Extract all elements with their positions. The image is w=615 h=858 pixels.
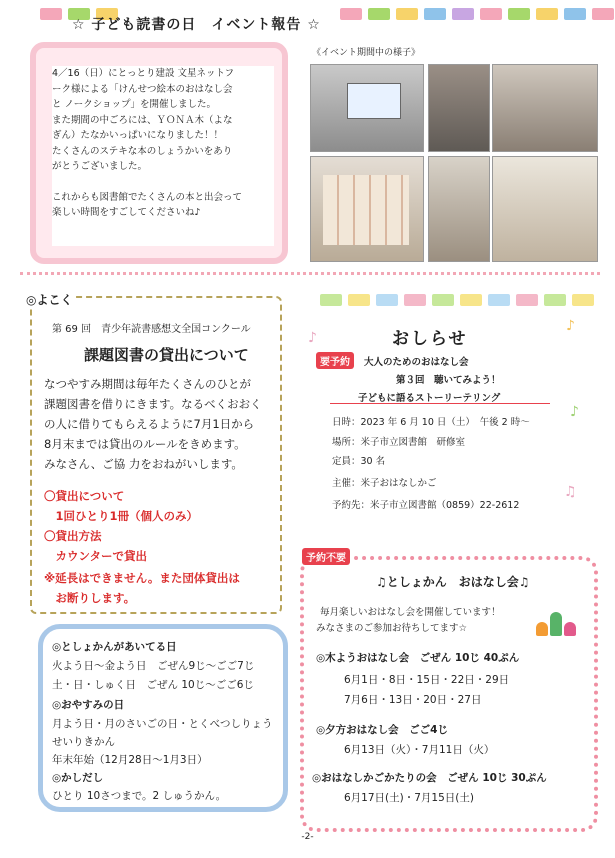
ohanashi-event-dates: 6月13日（火）・7月11日（火） (344, 744, 495, 756)
ohanashi-event-dates: 7月6日・13日・20日・27日 (344, 694, 482, 706)
yokoku-body-line: の人に借りてもらえるように7月1日から (44, 417, 255, 431)
yokoku-body-line: なつやすみ期間は毎年たくさんのひとが (44, 377, 251, 391)
hours-line: ◎としょかんがあいてる日 (52, 641, 177, 653)
news-detail: 日時：2023 年 6 月 10 日（土） 午後 2 時～ (332, 417, 530, 428)
hours-line: 月よう日・月のさいごの日・とくべつしりょう (52, 718, 273, 730)
event-photo-1 (310, 64, 424, 152)
ohanashi-event-name: ◎おはなしかごかたりの会 ごぜん 10じ 30ぷん (312, 772, 547, 784)
yokoku-body-line: みなさん、ご協 力をおねがいします。 (44, 457, 243, 471)
news-bunting (320, 294, 594, 308)
yokoku-box (30, 296, 282, 614)
report-line: また期間の中ごろには、ＹＯＮＡ木（よな (52, 114, 233, 126)
section-divider (20, 272, 600, 275)
yokoku-label: ◎よこく (22, 291, 76, 308)
news-detail: 主催：米子おはなしかご (332, 478, 437, 489)
rule-line: ※延長はできません。また団体貸出は (44, 571, 240, 585)
music-note-icon: ♪ (308, 330, 317, 346)
yokoku-body-line: 8月末までは貸出のルールをきめます。 (44, 437, 246, 451)
report-line: ーク様による「けんせつ絵本のおはなし会 (52, 83, 233, 95)
news-detail: 定員：30 名 (332, 456, 386, 467)
report-line: ぎん）たなかいっぱいになりました！！ (52, 130, 224, 141)
header-bunting-right (340, 8, 614, 22)
rule-line: 1回ひとり1冊（個人のみ） (44, 509, 199, 523)
report-spacer (52, 175, 274, 190)
news-title: おしらせ (392, 329, 468, 349)
no-reservation-badge: 予約不要 (302, 548, 350, 565)
yokoku-body-line: 課題図書を借りにきます。なるべくおおく (44, 397, 262, 411)
report-line: と ノークショップ」を開催しました。 (52, 99, 217, 110)
ohanashi-intro: みなさまのご参加お待ちしてます☆ (316, 623, 468, 634)
ohanashi-event-dates: 6月17日(土)・7月15日(土) (344, 792, 474, 804)
hours-line: ◎かしだし (52, 772, 104, 784)
event-photo-5 (428, 156, 490, 262)
news-event-line: 子どもに語るストーリーテリング (358, 393, 501, 404)
hours-line: 年末年始（12月28日～1月3日） (52, 754, 208, 766)
ohanashi-intro: 毎月楽しいおはなし会を開催しています！ (320, 607, 501, 618)
news-event-line: 第３回 聴いてみよう！ (396, 375, 501, 386)
ohanashi-event-name: ◎夕方おはなし会 ごご4じ (316, 724, 448, 736)
music-note-icon: ♫ (564, 484, 577, 500)
report-line: たくさんのステキな本のしょうかいをあり (52, 145, 233, 157)
event-photo-4 (310, 156, 424, 262)
news-detail: 予約先：米子市立図書館（0859）22-2612 (332, 500, 520, 511)
rule-line: 〇貸出方法 (44, 529, 102, 543)
hours-line: 土・日・しゅく日 ごぜん 10じ～ごご6じ (52, 679, 254, 691)
event-report-box (30, 42, 288, 264)
music-note-icon: ♪ (570, 404, 579, 420)
news-underline (330, 403, 550, 404)
ohanashi-event-dates: 6月1日・8日・15日・22日・29日 (344, 674, 510, 686)
ohanashi-event-name: ◎木ようおはなし会 ごぜん 10じ 40ぷん (316, 652, 520, 664)
contest-name: 第 69 回 青少年読書感想文全国コンクール (52, 324, 251, 335)
children-reading-illustration (532, 604, 578, 644)
report-line: 4／16（日）にとっとり建設 文星ネットフ (52, 68, 235, 79)
photo-caption: 《イベント期間中の様子》 (312, 48, 421, 58)
hours-line: ◎おやすみの日 (52, 699, 125, 711)
music-note-icon: ♪ (566, 318, 575, 334)
news-event-line: 大人のためのおはなし会 (364, 357, 469, 368)
event-photo-6 (492, 156, 598, 262)
hours-line: せいりきかん (52, 736, 115, 748)
rule-line: 〇貸出について (44, 489, 125, 503)
report-line: これからも図書館でたくさんの本と出会って (52, 191, 243, 203)
page-title: ☆ 子ども読書の日 イベント報告 ☆ (72, 17, 321, 33)
report-line: がとうございました。 (52, 161, 148, 172)
hours-line: 火よう日～金よう日 ごぜん9じ～ごご7じ (52, 660, 255, 672)
hours-line: ひとり 10さつまで。2 しゅうかん。 (52, 790, 227, 802)
yokoku-heading: 課題図書の貸出について (84, 346, 249, 364)
ohanashi-title: ♫としょかん おはなし会♫ (376, 575, 530, 589)
event-report-text (52, 66, 274, 246)
rule-line: カウンターで貸出 (44, 549, 148, 563)
rule-line: お断りします。 (44, 591, 136, 605)
news-detail: 場所：米子市立図書館 研修室 (332, 437, 466, 448)
reserve-required-badge: 要予約 (316, 352, 354, 369)
event-photo-3 (492, 64, 598, 152)
page-number: -2- (301, 832, 314, 842)
event-photo-2 (428, 64, 490, 152)
report-line: 楽しい時間をすごしてくださいね♪ (52, 207, 201, 218)
